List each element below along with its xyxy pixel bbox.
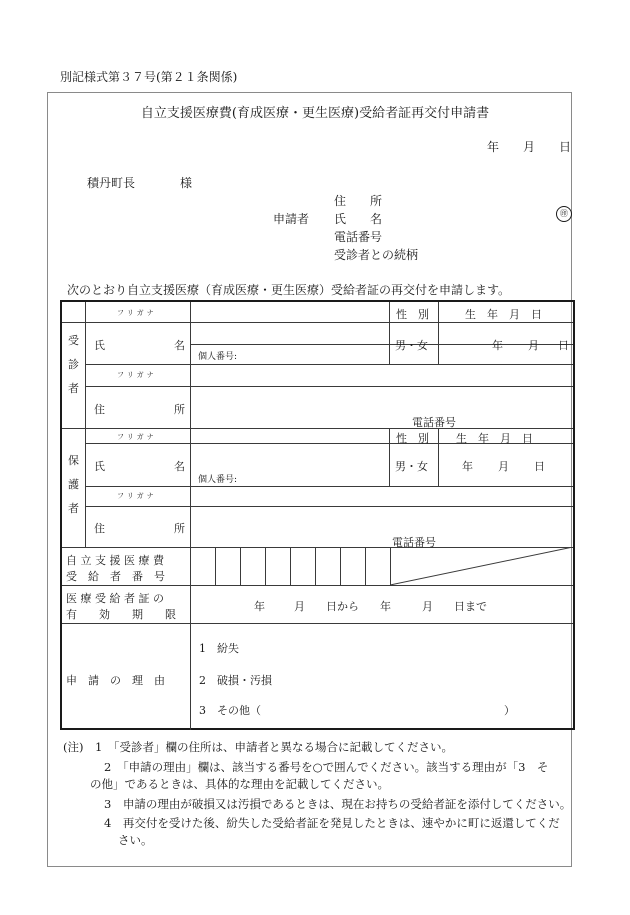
note-1: (注) 1 「受診者」欄の住所は、申請者と異なる場合に記載してください。 — [63, 740, 454, 754]
addressee-name: 積丹町長 — [87, 176, 136, 190]
applicant-relation-label: 受診者との続柄 — [334, 248, 419, 262]
guardian-char-2: 護 — [68, 478, 79, 491]
reason-option-2: 2 破損・汚損 — [199, 674, 272, 687]
patient-birth-month: 月 — [528, 339, 539, 352]
applicant-address-label: 住 所 — [334, 194, 383, 208]
guardian-sex-options: 男・女 — [395, 460, 428, 473]
guardian-birth-label: 生 年 月 日 — [456, 432, 533, 445]
guardian-name-label-r: 名 — [174, 460, 185, 473]
patient-furigana-label: フリガナ — [117, 309, 157, 317]
validity-from-month: 月 — [294, 600, 305, 613]
guardian-address-furigana: フリガナ — [117, 492, 157, 500]
guardian-birth-month: 月 — [498, 460, 509, 473]
patient-address-label-r: 所 — [174, 403, 185, 416]
validity-to-month: 月 — [422, 600, 433, 613]
patient-phone-label: 電話番号 — [412, 416, 456, 429]
guardian-name-label-l: 氏 — [94, 460, 105, 473]
date-year-label: 年 — [487, 140, 500, 154]
validity-label-1: 医 療 受 給 者 証 の — [66, 592, 164, 605]
application-table — [60, 300, 575, 730]
addressee-honorific: 様 — [180, 176, 193, 190]
note-3: 3 申請の理由が破損又は汚損であるときは、現在お持ちの受給者証を添付してください。 — [104, 797, 572, 811]
reason-option-3: 3 その他（ — [199, 704, 261, 717]
guardian-char-1: 保 — [68, 454, 79, 467]
patient-char-3: 者 — [68, 382, 79, 395]
validity-from-day: 日から — [326, 600, 359, 613]
reason-option-3-close: ） — [504, 704, 515, 717]
reason-option-1: 1 紛失 — [199, 642, 239, 655]
patient-sex-label: 性 別 — [396, 308, 429, 321]
patient-char-1: 受 — [68, 334, 79, 347]
date-month-label: 月 — [523, 140, 536, 154]
validity-to-day: 日まで — [454, 600, 487, 613]
guardian-sex-label: 性 別 — [396, 432, 429, 445]
patient-char-2: 診 — [68, 358, 79, 371]
applicant-label: 申請者 — [273, 212, 310, 226]
patient-name-label-r: 名 — [174, 339, 185, 352]
applicant-name-label: 氏 名 — [334, 212, 383, 226]
application-statement: 次のとおり自立支援医療（育成医療・更生医療）受給者証の再交付を申請します。 — [67, 283, 511, 297]
patient-address-furigana: フリガナ — [117, 371, 157, 379]
applicant-phone-label: 電話番号 — [334, 230, 383, 244]
note-2-cont: の他」であるときは、具体的な理由を記載してください。 — [90, 777, 389, 791]
note-4: 4 再交付を受けた後、紛失した受給者証を発見したときは、速やかに町に返還してくだ — [104, 816, 560, 830]
guardian-char-3: 者 — [68, 502, 79, 515]
guardian-furigana-label: フリガナ — [117, 433, 157, 441]
guardian-birth-year: 年 — [462, 460, 473, 473]
patient-name-label-l: 氏 — [94, 339, 105, 352]
note-4-cont: さい。 — [118, 833, 153, 847]
patient-birth-label: 生 年 月 日 — [465, 308, 542, 321]
validity-to-year: 年 — [380, 600, 391, 613]
page-title: 自立支援医療費(育成医療・更生医療)受給者証再交付申請書 — [140, 106, 490, 121]
patient-address-label-l: 住 — [94, 403, 105, 416]
date-day-label: 日 — [559, 140, 572, 154]
patient-sex-options: 男・女 — [395, 339, 428, 352]
form-number-label: 別記様式第３７号(第２１条関係) — [60, 70, 238, 84]
validity-from-year: 年 — [254, 600, 265, 613]
seal-mark-icon: ㊞ — [556, 206, 572, 222]
guardian-mynumber-label: 個人番号: — [198, 475, 238, 485]
note-2: 2 「申請の理由」欄は、該当する番号を○で囲んでください。該当する理由が「3 そ — [104, 760, 549, 774]
patient-birth-year: 年 — [492, 339, 503, 352]
recipient-number-label-1: 自 立 支 援 医 療 費 — [66, 554, 164, 567]
recipient-number-slash — [390, 547, 573, 585]
guardian-address-label-r: 所 — [174, 522, 185, 535]
patient-mynumber-label: 個人番号: — [198, 352, 238, 362]
validity-label-2: 有 効 期 限 — [66, 608, 176, 621]
guardian-address-label-l: 住 — [94, 522, 105, 535]
reason-label: 申 請 の 理 由 — [66, 674, 165, 687]
guardian-phone-label: 電話番号 — [392, 536, 436, 549]
patient-birth-day: 日 — [558, 339, 569, 352]
guardian-birth-day: 日 — [534, 460, 545, 473]
recipient-number-label-2: 受 給 者 番 号 — [66, 570, 165, 583]
